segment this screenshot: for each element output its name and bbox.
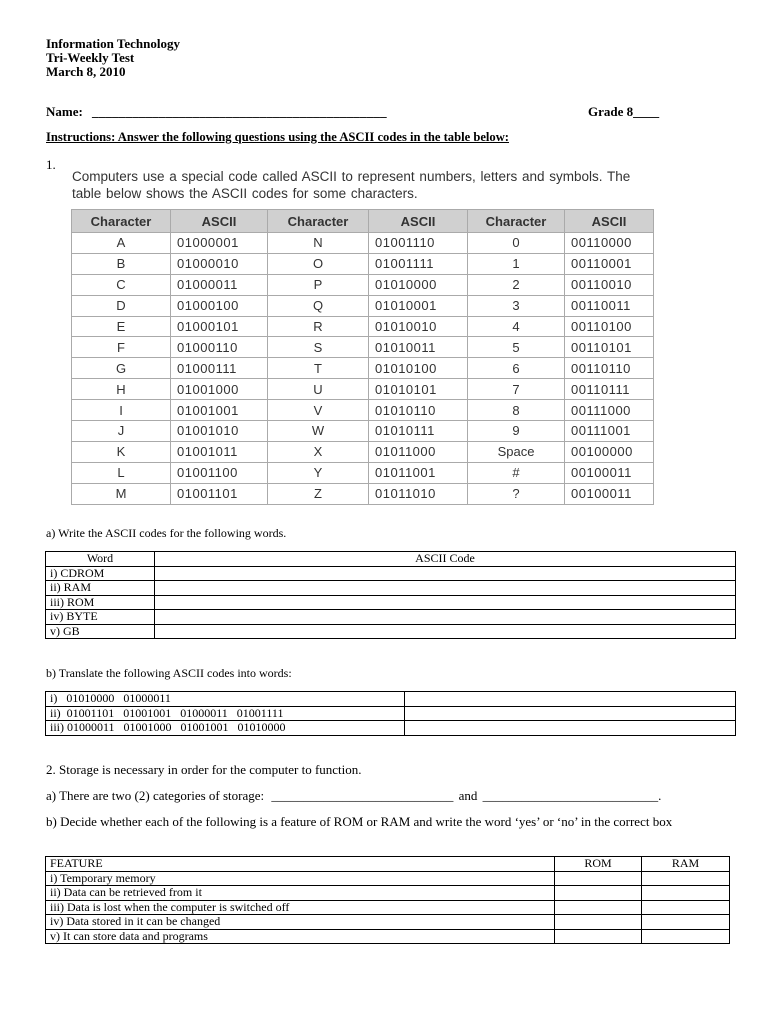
ascii-code-cell: 00110011 (565, 295, 654, 316)
character-cell: L (72, 462, 171, 483)
header-character: Character (468, 210, 565, 233)
character-cell: 8 (468, 400, 565, 421)
table-row (46, 857, 730, 872)
ascii-code-cell: 00110101 (565, 337, 654, 358)
ascii-code-cell: 00111001 (565, 421, 654, 442)
col-ram-header: RAM (642, 857, 730, 872)
part-2b-prompt: b) Decide whether each of the following is a feature of ROM or RAM and write the word ‘yes’ or ‘no’ in the correct box (46, 814, 673, 829)
table-row (46, 624, 736, 639)
character-cell: W (268, 421, 369, 442)
ascii-code-cell: 01010000 (369, 274, 468, 295)
code-cell: iii) 01000011 01001000 01001001 01010000 (46, 721, 405, 736)
ascii-code-cell: 01001100 (171, 462, 268, 483)
character-cell: Q (268, 295, 369, 316)
part-2a-line (46, 788, 661, 804)
ascii-code-cell: 01001010 (171, 421, 268, 442)
ascii-table-row (72, 295, 654, 316)
grade-label[interactable]: Grade 8____ (588, 104, 660, 119)
table-row (46, 610, 736, 625)
answer-cell[interactable] (155, 581, 736, 596)
ascii-code-cell: 01010001 (369, 295, 468, 316)
word-cell: ii) RAM (46, 581, 155, 596)
character-cell: D (72, 295, 171, 316)
character-cell: A (72, 233, 171, 254)
ascii-code-cell: 01001111 (369, 253, 468, 274)
ascii-code-cell: 01010100 (369, 358, 468, 379)
table-row (46, 706, 736, 721)
rom-answer-cell[interactable] (555, 900, 642, 915)
ascii-words-table (45, 551, 736, 639)
test-date: March 8, 2010 (46, 64, 126, 79)
rom-answer-cell[interactable] (555, 871, 642, 886)
ascii-code-cell: 01010110 (369, 400, 468, 421)
test-title: Tri-Weekly Test (46, 50, 135, 65)
character-cell: 5 (468, 337, 565, 358)
answer-cell[interactable] (405, 706, 736, 721)
feature-cell: v) It can store data and programs (46, 929, 555, 944)
word-cell: i) CDROM (46, 566, 155, 581)
answer-cell[interactable] (405, 692, 736, 707)
storage-blank-2[interactable]: ___________________________. (482, 788, 662, 803)
rom-answer-cell[interactable] (555, 915, 642, 930)
answer-cell[interactable] (155, 566, 736, 581)
ascii-code-cell: 01011000 (369, 441, 468, 462)
character-cell: C (72, 274, 171, 295)
character-cell: N (268, 233, 369, 254)
ascii-table-row (72, 274, 654, 295)
table-row (46, 692, 736, 707)
header-ascii: ASCII (565, 210, 654, 233)
ascii-code-cell: 01001101 (171, 483, 268, 504)
code-cell: ii) 01001101 01001001 01000011 01001111 (46, 706, 405, 721)
col-feature-header: FEATURE (46, 857, 555, 872)
character-cell: Y (268, 462, 369, 483)
part-2a-lead: a) There are two (2) categories of storage: (46, 788, 265, 803)
ascii-table-row (72, 421, 654, 442)
ascii-code-cell: 01000111 (171, 358, 268, 379)
rom-answer-cell[interactable] (555, 886, 642, 901)
character-cell: B (72, 253, 171, 274)
ascii-code-cell: 01001110 (369, 233, 468, 254)
ascii-table-row (72, 337, 654, 358)
part-a-prompt: a) Write the ASCII codes for the following words. (46, 526, 287, 540)
ascii-code-cell: 01001001 (171, 400, 268, 421)
feature-cell: iii) Data is lost when the computer is switched off (46, 900, 555, 915)
feature-cell: i) Temporary memory (46, 871, 555, 886)
answer-cell[interactable] (405, 721, 736, 736)
character-cell: T (268, 358, 369, 379)
ascii-table-row (72, 316, 654, 337)
character-cell: R (268, 316, 369, 337)
ascii-code-cell: 01010111 (369, 421, 468, 442)
ascii-table-row (72, 379, 654, 400)
col-rom-header: ROM (555, 857, 642, 872)
character-cell: X (268, 441, 369, 462)
character-cell: F (72, 337, 171, 358)
ascii-code-cell: 00110000 (565, 233, 654, 254)
character-cell: Z (268, 483, 369, 504)
character-cell: 6 (468, 358, 565, 379)
ram-answer-cell[interactable] (642, 900, 730, 915)
feature-cell: iv) Data stored in it can be changed (46, 915, 555, 930)
character-cell: P (268, 274, 369, 295)
feature-cell: ii) Data can be retrieved from it (46, 886, 555, 901)
ascii-code-cell: 00100011 (565, 483, 654, 504)
rom-answer-cell[interactable] (555, 929, 642, 944)
ascii-code-cell: 00110111 (565, 379, 654, 400)
character-cell: 1 (468, 253, 565, 274)
character-cell: J (72, 421, 171, 442)
col-ascii-code-header: ASCII Code (155, 552, 736, 567)
course-title: Information Technology (46, 36, 180, 51)
name-label: Name: (46, 104, 83, 119)
table-row (46, 915, 730, 930)
name-blank[interactable]: ____________________________________________ (92, 104, 387, 119)
ascii-code-cell: 01000011 (171, 274, 268, 295)
ascii-code-cell: 00110010 (565, 274, 654, 295)
header-ascii: ASCII (171, 210, 268, 233)
word-cell: iii) ROM (46, 595, 155, 610)
ascii-code-cell: 01000110 (171, 337, 268, 358)
character-cell: 2 (468, 274, 565, 295)
ascii-table-row (72, 483, 654, 504)
character-cell: 7 (468, 379, 565, 400)
character-cell: ? (468, 483, 565, 504)
character-cell: S (268, 337, 369, 358)
character-cell: # (468, 462, 565, 483)
rom-ram-table (45, 856, 730, 944)
question-2-intro: 2. Storage is necessary in order for the computer to function. (46, 762, 362, 777)
answer-cell[interactable] (155, 624, 736, 639)
ascii-code-cell: 01010010 (369, 316, 468, 337)
character-cell: G (72, 358, 171, 379)
ascii-code-cell: 00110100 (565, 316, 654, 337)
ascii-code-cell: 00100000 (565, 441, 654, 462)
ascii-code-cell: 01001000 (171, 379, 268, 400)
ascii-code-cell: 01011001 (369, 462, 468, 483)
character-cell: K (72, 441, 171, 462)
ascii-code-cell: 01000010 (171, 253, 268, 274)
ascii-code-cell: 01000100 (171, 295, 268, 316)
code-cell: i) 01010000 01000011 (46, 692, 405, 707)
character-cell: 0 (468, 233, 565, 254)
ascii-code-cell: 01010011 (369, 337, 468, 358)
header-character: Character (72, 210, 171, 233)
table-row (46, 552, 736, 567)
table-row (46, 929, 730, 944)
ram-answer-cell[interactable] (642, 886, 730, 901)
ascii-code-cell: 00110110 (565, 358, 654, 379)
table-row (46, 871, 730, 886)
answer-cell[interactable] (155, 595, 736, 610)
character-cell: M (72, 483, 171, 504)
character-cell: E (72, 316, 171, 337)
header-ascii: ASCII (369, 210, 468, 233)
character-cell: Space (468, 441, 565, 462)
ascii-table-header-row (72, 210, 654, 233)
ascii-code-cell: 00100011 (565, 462, 654, 483)
character-cell: O (268, 253, 369, 274)
ram-answer-cell[interactable] (642, 871, 730, 886)
ascii-code-cell: 01011010 (369, 483, 468, 504)
ascii-code-cell: 00111000 (565, 400, 654, 421)
table-row (46, 566, 736, 581)
ascii-table-row (72, 233, 654, 254)
question-1-number: 1. (46, 157, 56, 172)
ascii-code-cell: 00110001 (565, 253, 654, 274)
header-character: Character (268, 210, 369, 233)
and-text: and (458, 788, 478, 803)
ascii-code-cell: 01000101 (171, 316, 268, 337)
instructions: Instructions: Answer the following questions using the ASCII codes in the table below: (46, 130, 509, 144)
ascii-table-row (72, 358, 654, 379)
answer-cell[interactable] (155, 610, 736, 625)
table-row (46, 595, 736, 610)
storage-blank-1[interactable]: ____________________________ (271, 788, 454, 803)
character-cell: I (72, 400, 171, 421)
character-cell: 9 (468, 421, 565, 442)
ascii-code-cell: 01010101 (369, 379, 468, 400)
character-cell: 4 (468, 316, 565, 337)
part-b-prompt: b) Translate the following ASCII codes into words: (46, 666, 292, 680)
ram-answer-cell[interactable] (642, 915, 730, 930)
character-cell: V (268, 400, 369, 421)
character-cell: U (268, 379, 369, 400)
character-cell: 3 (468, 295, 565, 316)
table-row (46, 886, 730, 901)
table-row (46, 900, 730, 915)
ram-answer-cell[interactable] (642, 929, 730, 944)
ascii-code-table (71, 209, 654, 505)
table-row (46, 581, 736, 596)
table-row (46, 721, 736, 736)
question-1-intro: Computers use a special code called ASCII to represent numbers, letters and symbols. The table below shows the ASCII codes for some characters. (72, 169, 631, 201)
ascii-table-row (72, 462, 654, 483)
ascii-table-row (72, 253, 654, 274)
translate-codes-table (45, 691, 736, 736)
ascii-code-cell: 01000001 (171, 233, 268, 254)
ascii-table-row (72, 400, 654, 421)
character-cell: H (72, 379, 171, 400)
ascii-table-row (72, 441, 654, 462)
ascii-code-cell: 01001011 (171, 441, 268, 462)
word-cell: v) GB (46, 624, 155, 639)
word-cell: iv) BYTE (46, 610, 155, 625)
col-word-header: Word (46, 552, 155, 567)
